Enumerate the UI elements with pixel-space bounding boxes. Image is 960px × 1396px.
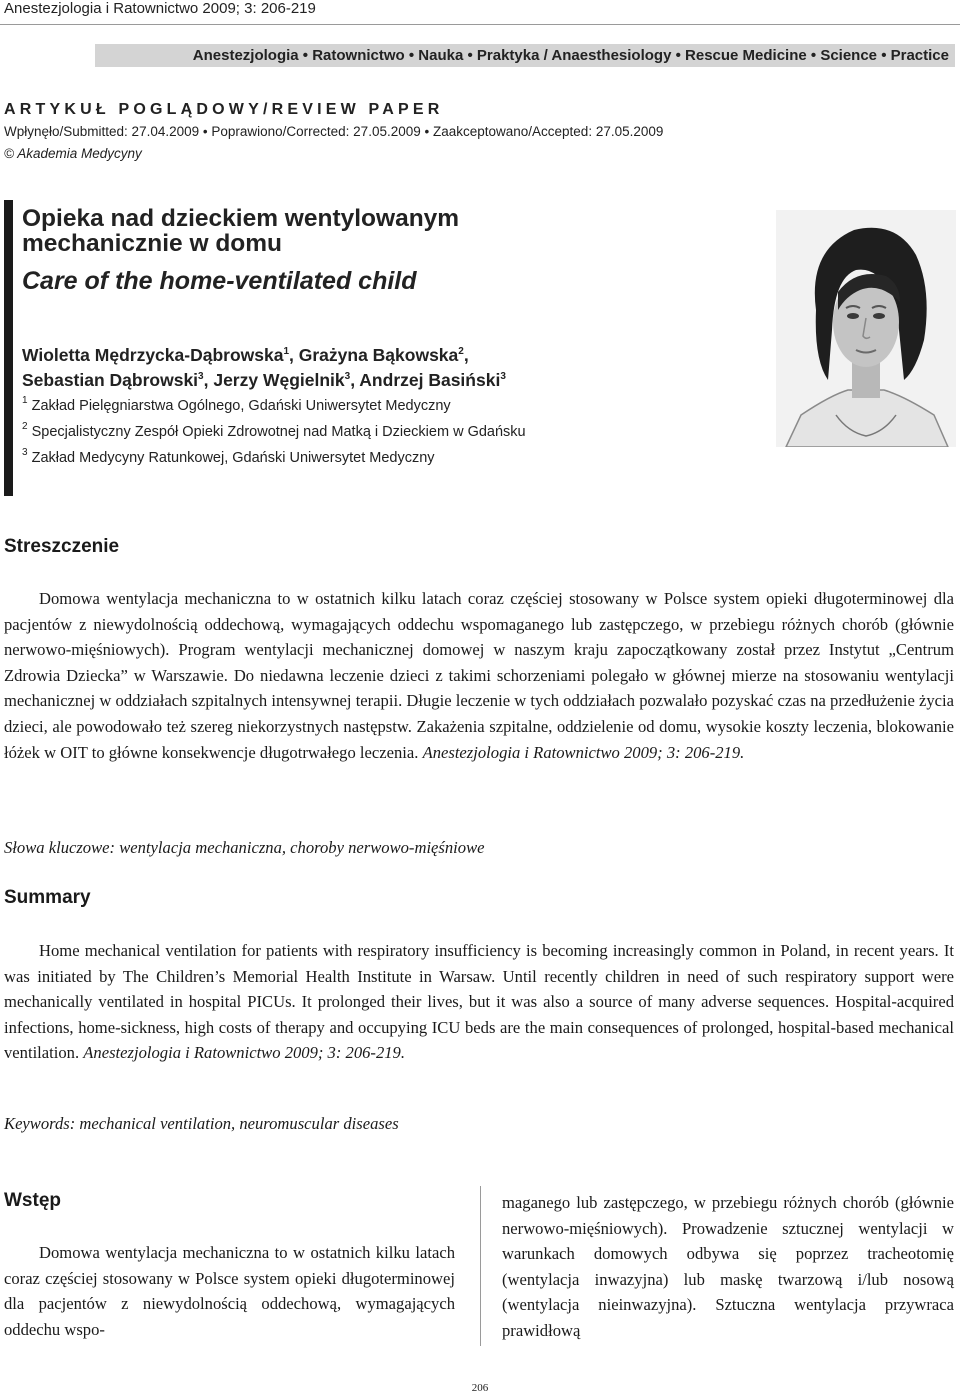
affiliation-number: 3 [22,447,28,458]
journal-banner: Anestezjologia • Ratownictwo • Nauka • Praktyka / Anaesthesiology • Rescue Medicine • Science • Practice [95,44,955,67]
header-rule [0,24,960,25]
affiliation-number: 2 [22,421,28,432]
title-english: Care of the home-ventilated child [22,267,417,295]
article-type: ARTYKUŁ POGLĄDOWY/REVIEW PAPER [4,101,444,118]
author-photo [776,210,956,447]
abstract-pl-heading: Streszczenie [4,536,120,557]
article-dates: Wpłynęło/Submitted: 27.04.2009 • Poprawiono/Corrected: 27.05.2009 • Zaakceptowano/Accepted: 27.05.2009 [4,124,664,139]
page-number: 206 [471,1382,489,1394]
intro-heading: Wstęp [4,1190,61,1211]
intro-column-2: maganego lub zastępczego, w przebiegu różnych chorób (głównie nerwowo-mięśniowych). Prowadzenie sztucznej wentylacji w warunkach domowych odbywa się poprzez tracheotomię (wentylacja inwazyjna) lub maskę twarzową i/lub nosową (wentylacja nieinwazyjna). Sztuczna wentylacja przywraca prawidłową [502,1193,954,1340]
author-name: Andrzej Basiński [359,370,501,390]
title-accent-bar [4,200,13,496]
author-affiliation-mark: 3 [198,371,204,382]
author-separator: , [203,370,214,390]
affiliation-text: Specjalistyczny Zespół Opieki Zdrowotnej nad Matką i Dzieckiem w Gdańsku [31,424,526,440]
affiliation-text: Zakład Medycyny Ratunkowej, Gdański Uniwersytet Medyczny [31,450,435,466]
author-affiliation-mark: 1 [283,346,290,357]
author-name: Grażyna Bąkowska [298,345,459,365]
author-list [22,343,762,393]
author-separator: , [463,345,469,365]
author-separator: , [350,370,360,390]
author-name: Wioletta Mędrzycka-Dąbrowska [22,345,284,365]
author-affiliation-mark: 2 [458,346,464,357]
abstract-pl-text [4,586,954,765]
author-name: Sebastian Dąbrowski [22,370,199,390]
abstract-en-body: Home mechanical ventilation for patients with respiratory insufficiency is becoming increasingly common in Poland, in recent years. It was initiated by The Children’s Memorial Health Institute in Warsaw. Until recently children in need of such respiratory support were mechanically ventilated in hospital PICUs. It prolonged their lives, but it was also a source of many adverse sequences. Hospital-acquired infections, home-sickness, high costs of therapy and occupying ICU beds are the main consequences of prolonged, hospital-based mechanical ventilation. [4,941,954,1063]
author-affiliation-mark: 3 [344,371,351,382]
affiliation-1 [22,395,451,414]
abstract-pl-citation: Anestezjologia i Ratownictwo 2009; 3: 206-219. [422,742,745,762]
abstract-en-text [4,938,954,1066]
author-separator: , [289,345,299,365]
author-name: Jerzy Węgielnik [213,370,345,390]
copyright-notice: © Akademia Medycyny [4,146,142,161]
affiliation-text: Zakład Pielęgniarstwa Ogólnego, Gdański Uniwersytet Medyczny [31,398,451,414]
title-polish: Opieka nad dzieckiem wentylowanym mechanicznie w domu [22,205,460,257]
affiliation-3 [22,447,435,466]
keywords-en: Keywords: mechanical ventilation, neuromuscular diseases [4,1114,399,1133]
affiliation-2 [22,421,526,440]
author-portrait-illustration [776,210,956,447]
abstract-en-citation: Anestezjologia i Ratownictwo 2009; 3: 206-219. [83,1043,405,1063]
keywords-pl: Słowa kluczowe: wentylacja mechaniczna, choroby nerwowo-mięśniowe [4,838,485,857]
affiliation-number: 1 [22,395,28,406]
abstract-pl-body: Domowa wentylacja mechaniczna to w ostatnich kilku latach coraz częściej stosowany w Polsce system opieki długoterminowej dla pacjentów z niewydolnością oddechową, wymagających oddechu wspomaganego lub zastępczego, w przebiegu różnych chorób (głównie nerwowo-mięśniowych). Program wentylacji mechanicznej domowej w naszym kraju zapoczątkowany został przez Instytut „Centrum Zdrowia Dziecka” w Warszawie. Do niedawna leczenie dzieci z takimi schorzeniami polegało w głównej mierze na stosowaniu wentylacji mechanicznej w oddziałach szpitalnych intensywnej terapii. Długie leczenie w tych oddziałach pozwalało pozyskać czas na przedłużenie życia dzieci, ale powodowało też szereg niekorzystnych następstw. Zakażenia szpitalne, oddzielenie od domu, wysokie koszty leczenia, blokowanie łóżek w OIT to główne konsekwencje długotrwałego leczenia. [4,589,954,762]
author-affiliation-mark: 3 [500,371,506,382]
intro-column-1: Domowa wentylacja mechaniczna to w ostatnich kilku latach coraz częściej stosowany w Polsce system opieki długoterminowej dla pacjentów z niewydolnością oddechową, wymagających oddechu wspo- [4,1243,455,1339]
abstract-en-heading: Summary [4,887,91,908]
column-divider [480,1186,481,1346]
journal-reference: Anestezjologia i Ratownictwo 2009; 3: 206-219 [4,0,316,17]
